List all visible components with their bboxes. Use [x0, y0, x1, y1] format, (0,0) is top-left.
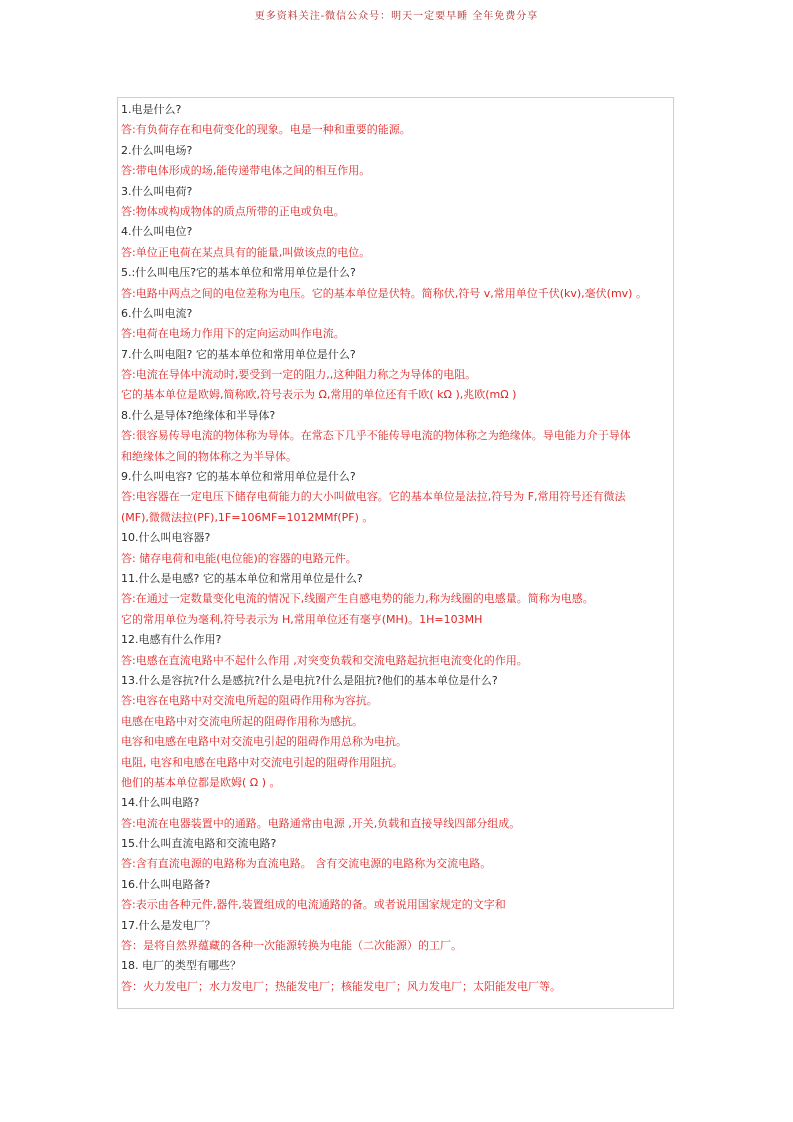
answer-line: 答:电感在直流电路中不起什么作用 ,对突变负载和交流电路起抗拒电流变化的作用。 [121, 653, 528, 667]
question-line: 1.电是什么? [121, 103, 182, 116]
answer-line: (MF),微微法拉(PF),1F=106MF=1012MMf(PF) 。 [121, 510, 374, 524]
question-line: 2.什么叫电场? [121, 143, 193, 157]
answer-line: 和绝缘体之间的物体称之为半导体。 [121, 449, 297, 463]
answer-line: 电容和电感在电路中对交流电引起的阻碍作用总称为电抗。 [121, 735, 407, 749]
answer-line: 答:电路中两点之间的电位差称为电压。它的基本单位是伏特。简称伏,符号 v,常用单位千伏(kv),毫伏(mv) 。 [121, 286, 647, 300]
answer-line: 答:物体或构成物体的质点所带的正电或负电。 [121, 204, 345, 218]
question-line: 17.什么是发电厂？ [121, 918, 216, 932]
answer-line: 他们的基本单位都是欧姆( Ω ) 。 [121, 775, 281, 789]
answer-line: 答:电荷在电场力作用下的定向运动叫作电流。 [121, 327, 345, 341]
question-line: 16.什么叫电路备? [121, 877, 211, 891]
answer-line: 答:表示由各种元件,器件,装置组成的电流通路的备。或者说用国家规定的文字和 [121, 898, 506, 912]
question-line: 13.什么是容抗?什么是感抗?什么是电抗?什么是阻抗?他们的基本单位是什么? [121, 673, 498, 687]
answer-line: 答:有负荷存在和电荷变化的现象。电是一种和重要的能源。 [121, 123, 411, 137]
question-line: 8.什么是导体?绝缘体和半导体? [121, 408, 276, 422]
answer-line: 它的基本单位是欧姆,简称欧,符号表示为 Ω,常用的单位还有千欧( kΩ ),兆欧(mΩ ) [121, 388, 517, 402]
answer-line: 电阻, 电容和电感在电路中对交流电引起的阻碍作用阻抗。 [121, 755, 403, 769]
answer-line: 答:含有直流电源的电路称为直流电路。 含有交流电源的电路称为交流电路。 [121, 857, 492, 871]
answer-line: 答:很容易传导电流的物体称为导体。在常态下几乎不能传导电流的物体称之为绝缘体。导电能力介于导体 [121, 429, 631, 443]
answer-line: 答:在通过一定数量变化电流的情况下,线圈产生自感电势的能力,称为线圈的电感量。简称为电感。 [121, 592, 594, 606]
answer-line: 答:电流在导体中流动时,要受到一定的阻力,,这种阻力称之为导体的电阻。 [121, 368, 477, 382]
question-line: 4.什么叫电位? [121, 225, 193, 239]
question-line: 3.什么叫电荷? [121, 184, 193, 198]
question-line: 7.什么叫电阻? 它的基本单位和常用单位是什么? [121, 347, 356, 361]
qa-content-box [117, 97, 674, 1009]
question-line: 9.什么叫电容? 它的基本单位和常用单位是什么? [121, 470, 356, 484]
answer-line: 答:电容在电路中对交流电所起的阻碍作用称为容抗。 [121, 694, 378, 708]
answer-line: 答:电容器在一定电压下储存电荷能力的大小叫做电容。它的基本单位是法拉,符号为 F,常用符号还有微法 [121, 490, 626, 504]
answer-line: 它的常用单位为毫利,符号表示为 H,常用单位还有毫亨(MH)。1H=103MH [121, 612, 483, 626]
question-line: 14.什么叫电路? [121, 796, 200, 810]
answer-line: 答：火力发电厂；水力发电厂；热能发电厂；核能发电厂；风力发电厂；太阳能发电厂等。 [121, 979, 561, 993]
answer-line: 答:电流在电器装置中的通路。电路通常由电源 ,开关,负载和直接导线四部分组成。 [121, 816, 521, 830]
answer-line: 答: 储存电荷和电能(电位能)的容器的电路元件。 [121, 551, 357, 565]
answer-line: 答:带电体形成的场,能传递带电体之间的相互作用。 [121, 164, 371, 178]
answer-line: 答:单位正电荷在某点具有的能量,叫做该点的电位。 [121, 245, 371, 259]
question-line: 5.:什么叫电压?它的基本单位和常用单位是什么? [121, 266, 356, 280]
answer-line: 电感在电路中对交流电所起的阻碍作用称为感抗。 [121, 714, 363, 728]
question-line: 15.什么叫直流电路和交流电路? [121, 837, 277, 851]
question-line: 6.什么叫电流? [121, 306, 193, 320]
question-line: 12.电感有什么作用? [121, 633, 222, 647]
question-line: 18. 电厂的类型有哪些？ [121, 959, 241, 973]
page-header: 更多资料关注-微信公众号：明天一定要早睡 全年免费分享 [254, 11, 539, 22]
answer-line: 答：是将自然界蕴藏的各种一次能源转换为电能（二次能源）的工厂。 [121, 939, 462, 953]
question-line: 11.什么是电感? 它的基本单位和常用单位是什么? [121, 571, 363, 585]
question-line: 10.什么叫电容器? [121, 531, 211, 545]
